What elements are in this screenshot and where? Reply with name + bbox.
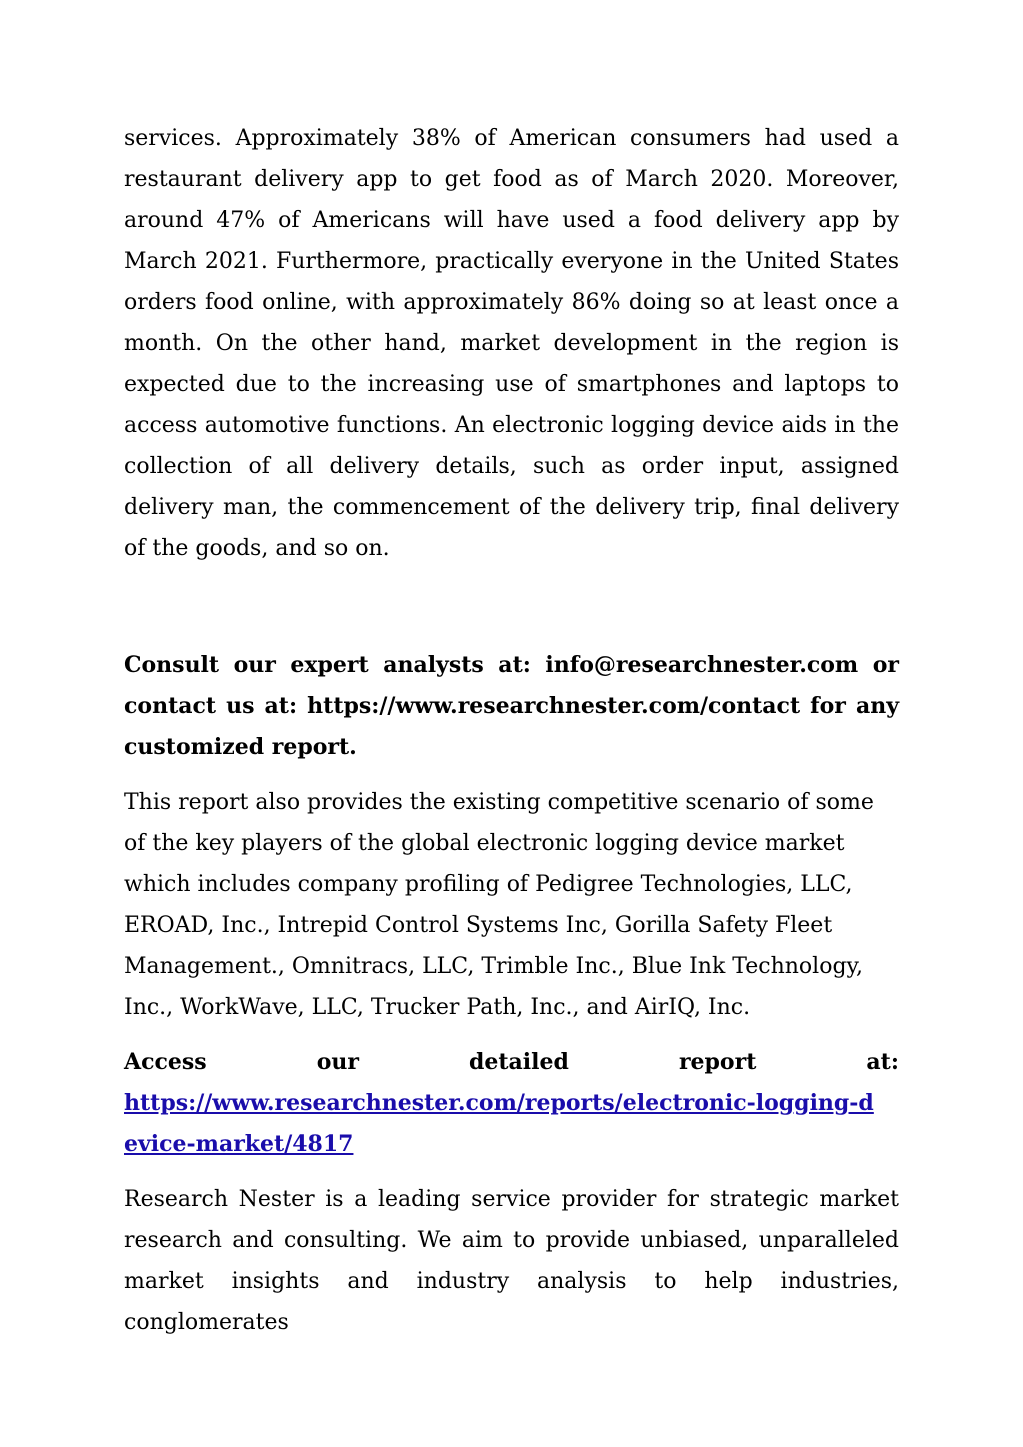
access-word: Access bbox=[124, 1049, 207, 1075]
access-report-block bbox=[124, 1042, 899, 1165]
about-paragraph: Research Nester is a leading service provider for strategic market research and consulting. We aim to provide unbiased, unparalleled market insights and industry analysis to help industries, conglomerates bbox=[124, 1187, 899, 1335]
consult-analysts-text: Consult our expert analysts at: info@researchnester.com or contact us at: https://www.researchnester.com/contact for any customized report. bbox=[124, 652, 899, 760]
report-scope-paragraph: This report also provides the existing competitive scenario of some of the key players of the global electronic logging device market which includes company profiling of Pedigree Technologies, LLC, EROAD, Inc., Intrepid Control Systems Inc, Gorilla Safety Fleet Management., Omnitracs, LLC, Trimble Inc., Blue Ink Technology, Inc., WorkWave, LLC, Trucker Path, Inc., and AirIQ, Inc. bbox=[124, 790, 874, 1020]
access-word: report bbox=[678, 1049, 757, 1075]
report-link[interactable]: https://www.researchnester.com/reports/electronic-logging-device-market/4817 bbox=[124, 1090, 874, 1157]
market-paragraph: services. Approximately 38% of American consumers had used a restaurant delivery app to get food as of March 2020. Moreover, around 47% of Americans will have used a food delivery app by March 2021. Furthermore, practically everyone in the United States orders food online, with approximately 86% doing so at least once a month. On the other hand, market development in the region is expected due to the increasing use of smartphones and laptops to access automotive functions. An electronic logging device aids in the collection of all delivery details, such as order input, assigned delivery man, the commencement of the delivery trip, final delivery of the goods, and so on. bbox=[124, 126, 899, 561]
document-page bbox=[124, 118, 899, 1343]
access-word: our bbox=[316, 1049, 359, 1075]
access-word: at: bbox=[866, 1049, 899, 1075]
access-word: detailed bbox=[469, 1049, 569, 1075]
access-report-label bbox=[124, 1042, 899, 1083]
